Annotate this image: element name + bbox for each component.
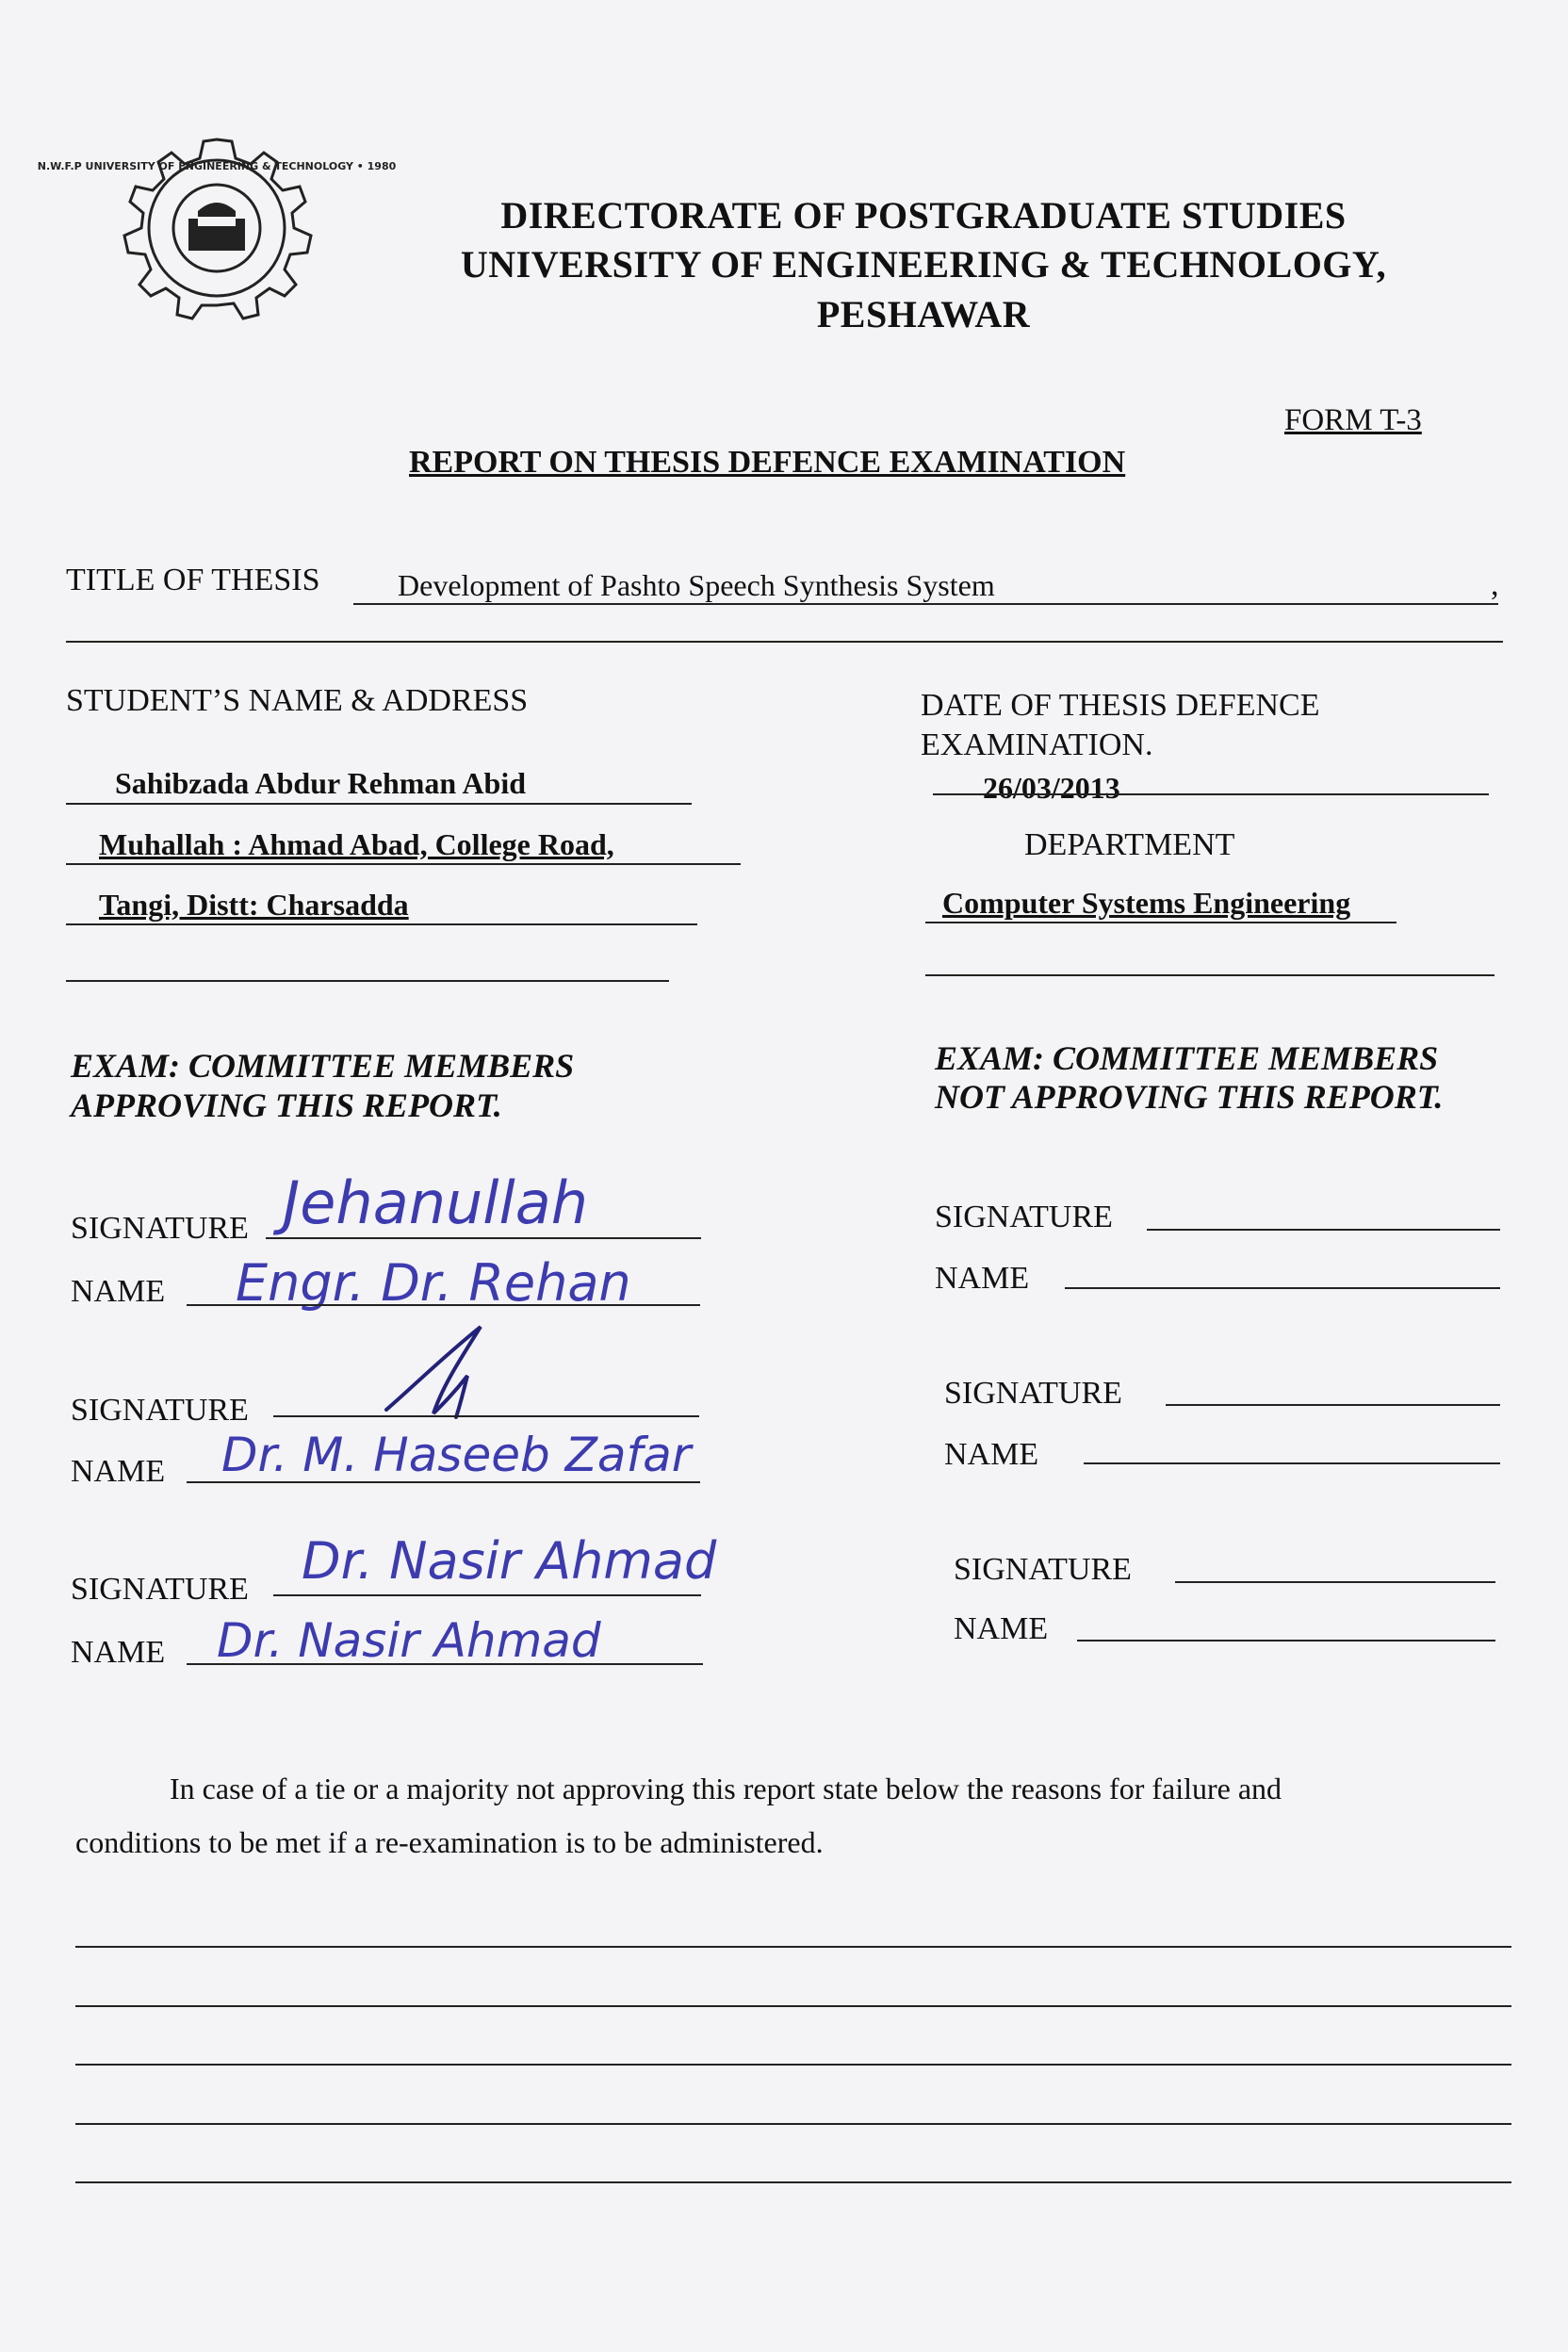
not-approving-3-signature-label: SIGNATURE (954, 1552, 1132, 1587)
approving-1-signature: Jehanullah (283, 1168, 589, 1237)
header-line-3: PESHAWAR (816, 293, 1031, 335)
defence-date-label-2: EXAMINATION. (921, 727, 1153, 762)
approving-1-signature-label: SIGNATURE (71, 1211, 249, 1246)
not-approving-heading-2: NOT APPROVING THIS REPORT. (935, 1078, 1444, 1116)
approving-2-name-label: NAME (71, 1454, 166, 1489)
approving-2-signature-mark (377, 1319, 518, 1423)
approving-2-signature-label: SIGNATURE (71, 1393, 249, 1428)
approving-3-name: Dr. Nasir Ahmad (217, 1613, 601, 1668)
header-line-1: DIRECTORATE OF POSTGRADUATE STUDIES (500, 194, 1347, 237)
thesis-title-comma: , (1491, 567, 1499, 602)
approving-3-name-label: NAME (71, 1635, 166, 1670)
svg-text:N.W.F.P UNIVERSITY OF ENGINEER: N.W.F.P UNIVERSITY OF ENGINEERING & TECHNOLOGY • 1980 (37, 160, 397, 172)
report-title: REPORT ON THESIS DEFENCE EXAMINATION (409, 445, 1126, 480)
not-approving-2-signature-label: SIGNATURE (944, 1376, 1122, 1411)
university-seal-icon (37, 132, 397, 325)
department-value: Computer Systems Engineering (942, 886, 1351, 920)
form-code: FORM T-3 (1284, 403, 1422, 437)
approving-2-name: Dr. M. Haseeb Zafar (221, 1428, 692, 1482)
not-approving-2-name-label: NAME (944, 1437, 1039, 1472)
student-name: Sahibzada Abdur Rehman Abid (115, 766, 527, 800)
student-label: STUDENT’S NAME & ADDRESS (66, 683, 529, 718)
note-line-1: In case of a tie or a majority not approving this report state below the reasons for failure and (170, 1772, 1282, 1805)
thesis-title-value: Development of Pashto Speech Synthesis System (398, 568, 995, 602)
approving-3-signature: Dr. Nasir Ahmad (302, 1531, 717, 1591)
student-address-2: Tangi, Distt: Charsadda (99, 888, 409, 922)
approving-3-signature-label: SIGNATURE (71, 1572, 249, 1607)
not-approving-heading-1: EXAM: COMMITTEE MEMBERS (935, 1039, 1439, 1077)
header-line-2: UNIVERSITY OF ENGINEERING & TECHNOLOGY, (460, 243, 1387, 286)
not-approving-1-signature-label: SIGNATURE (935, 1200, 1113, 1234)
approving-heading-2: APPROVING THIS REPORT. (71, 1086, 502, 1124)
approving-1-name: Engr. Dr. Rehan (236, 1253, 631, 1313)
note-line-2: conditions to be met if a re-examination is to be administered. (75, 1825, 824, 1859)
thesis-title-label: TITLE OF THESIS (66, 563, 320, 597)
student-address-1: Muhallah : Ahmad Abad, College Road, (99, 827, 614, 861)
department-label: DEPARTMENT (1024, 827, 1235, 862)
defence-date-value: 26/03/2013 (983, 771, 1120, 805)
approving-1-name-label: NAME (71, 1274, 166, 1309)
defence-date-label: DATE OF THESIS DEFENCE (921, 688, 1320, 723)
not-approving-3-name-label: NAME (954, 1611, 1049, 1646)
approving-heading-1: EXAM: COMMITTEE MEMBERS (71, 1047, 575, 1085)
not-approving-1-name-label: NAME (935, 1261, 1030, 1296)
